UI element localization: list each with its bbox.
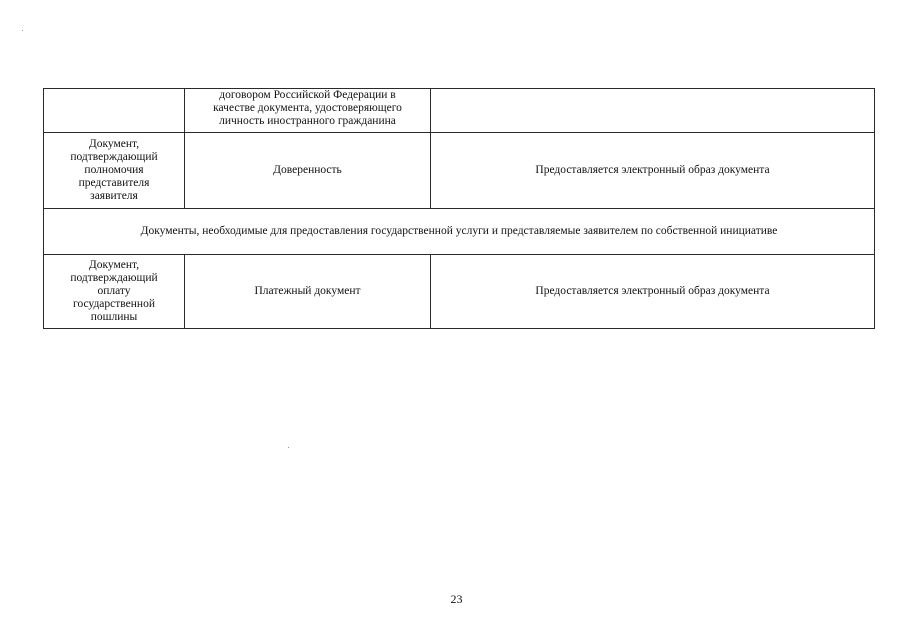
table-cell-document-name xyxy=(185,133,431,209)
scan-speck xyxy=(288,447,289,448)
document-name: Платежный документ xyxy=(254,285,361,297)
table-row xyxy=(44,133,875,209)
table-cell-submission-form xyxy=(431,89,875,133)
table-cell-document-type xyxy=(44,133,185,209)
table-cell-document-name xyxy=(185,89,431,133)
table-row xyxy=(44,255,875,329)
document-type-label: Документ, подтверждающий полномочия представителя заявителя xyxy=(70,138,158,202)
table-cell-document-type xyxy=(44,255,185,329)
submission-form-text: Предоставляется электронный образ документа xyxy=(535,285,770,297)
page-number: 23 xyxy=(450,592,463,606)
table-cell-document-name xyxy=(185,255,431,329)
table-row xyxy=(44,89,875,133)
document-requirements-table xyxy=(43,88,875,329)
section-heading: Документы, необходимые для предоставления государственной услуги и представляемые заявителем по собственной инициативе xyxy=(44,209,875,255)
table-cell-document-type xyxy=(44,89,185,133)
submission-form-text: Предоставляется электронный образ документа xyxy=(535,164,770,176)
document-type-label: Документ, подтверждающий оплату государственной пошлины xyxy=(70,259,158,323)
continued-document-description: договором Российской Федерации в качестве документа, удостоверяющего личность иностранного гражданина xyxy=(213,89,402,127)
table-cell-submission-form xyxy=(431,255,875,329)
document-name: Доверенность xyxy=(273,164,342,176)
table-cell-submission-form xyxy=(431,133,875,209)
scan-speck xyxy=(22,30,23,31)
section-heading-row xyxy=(44,209,875,255)
